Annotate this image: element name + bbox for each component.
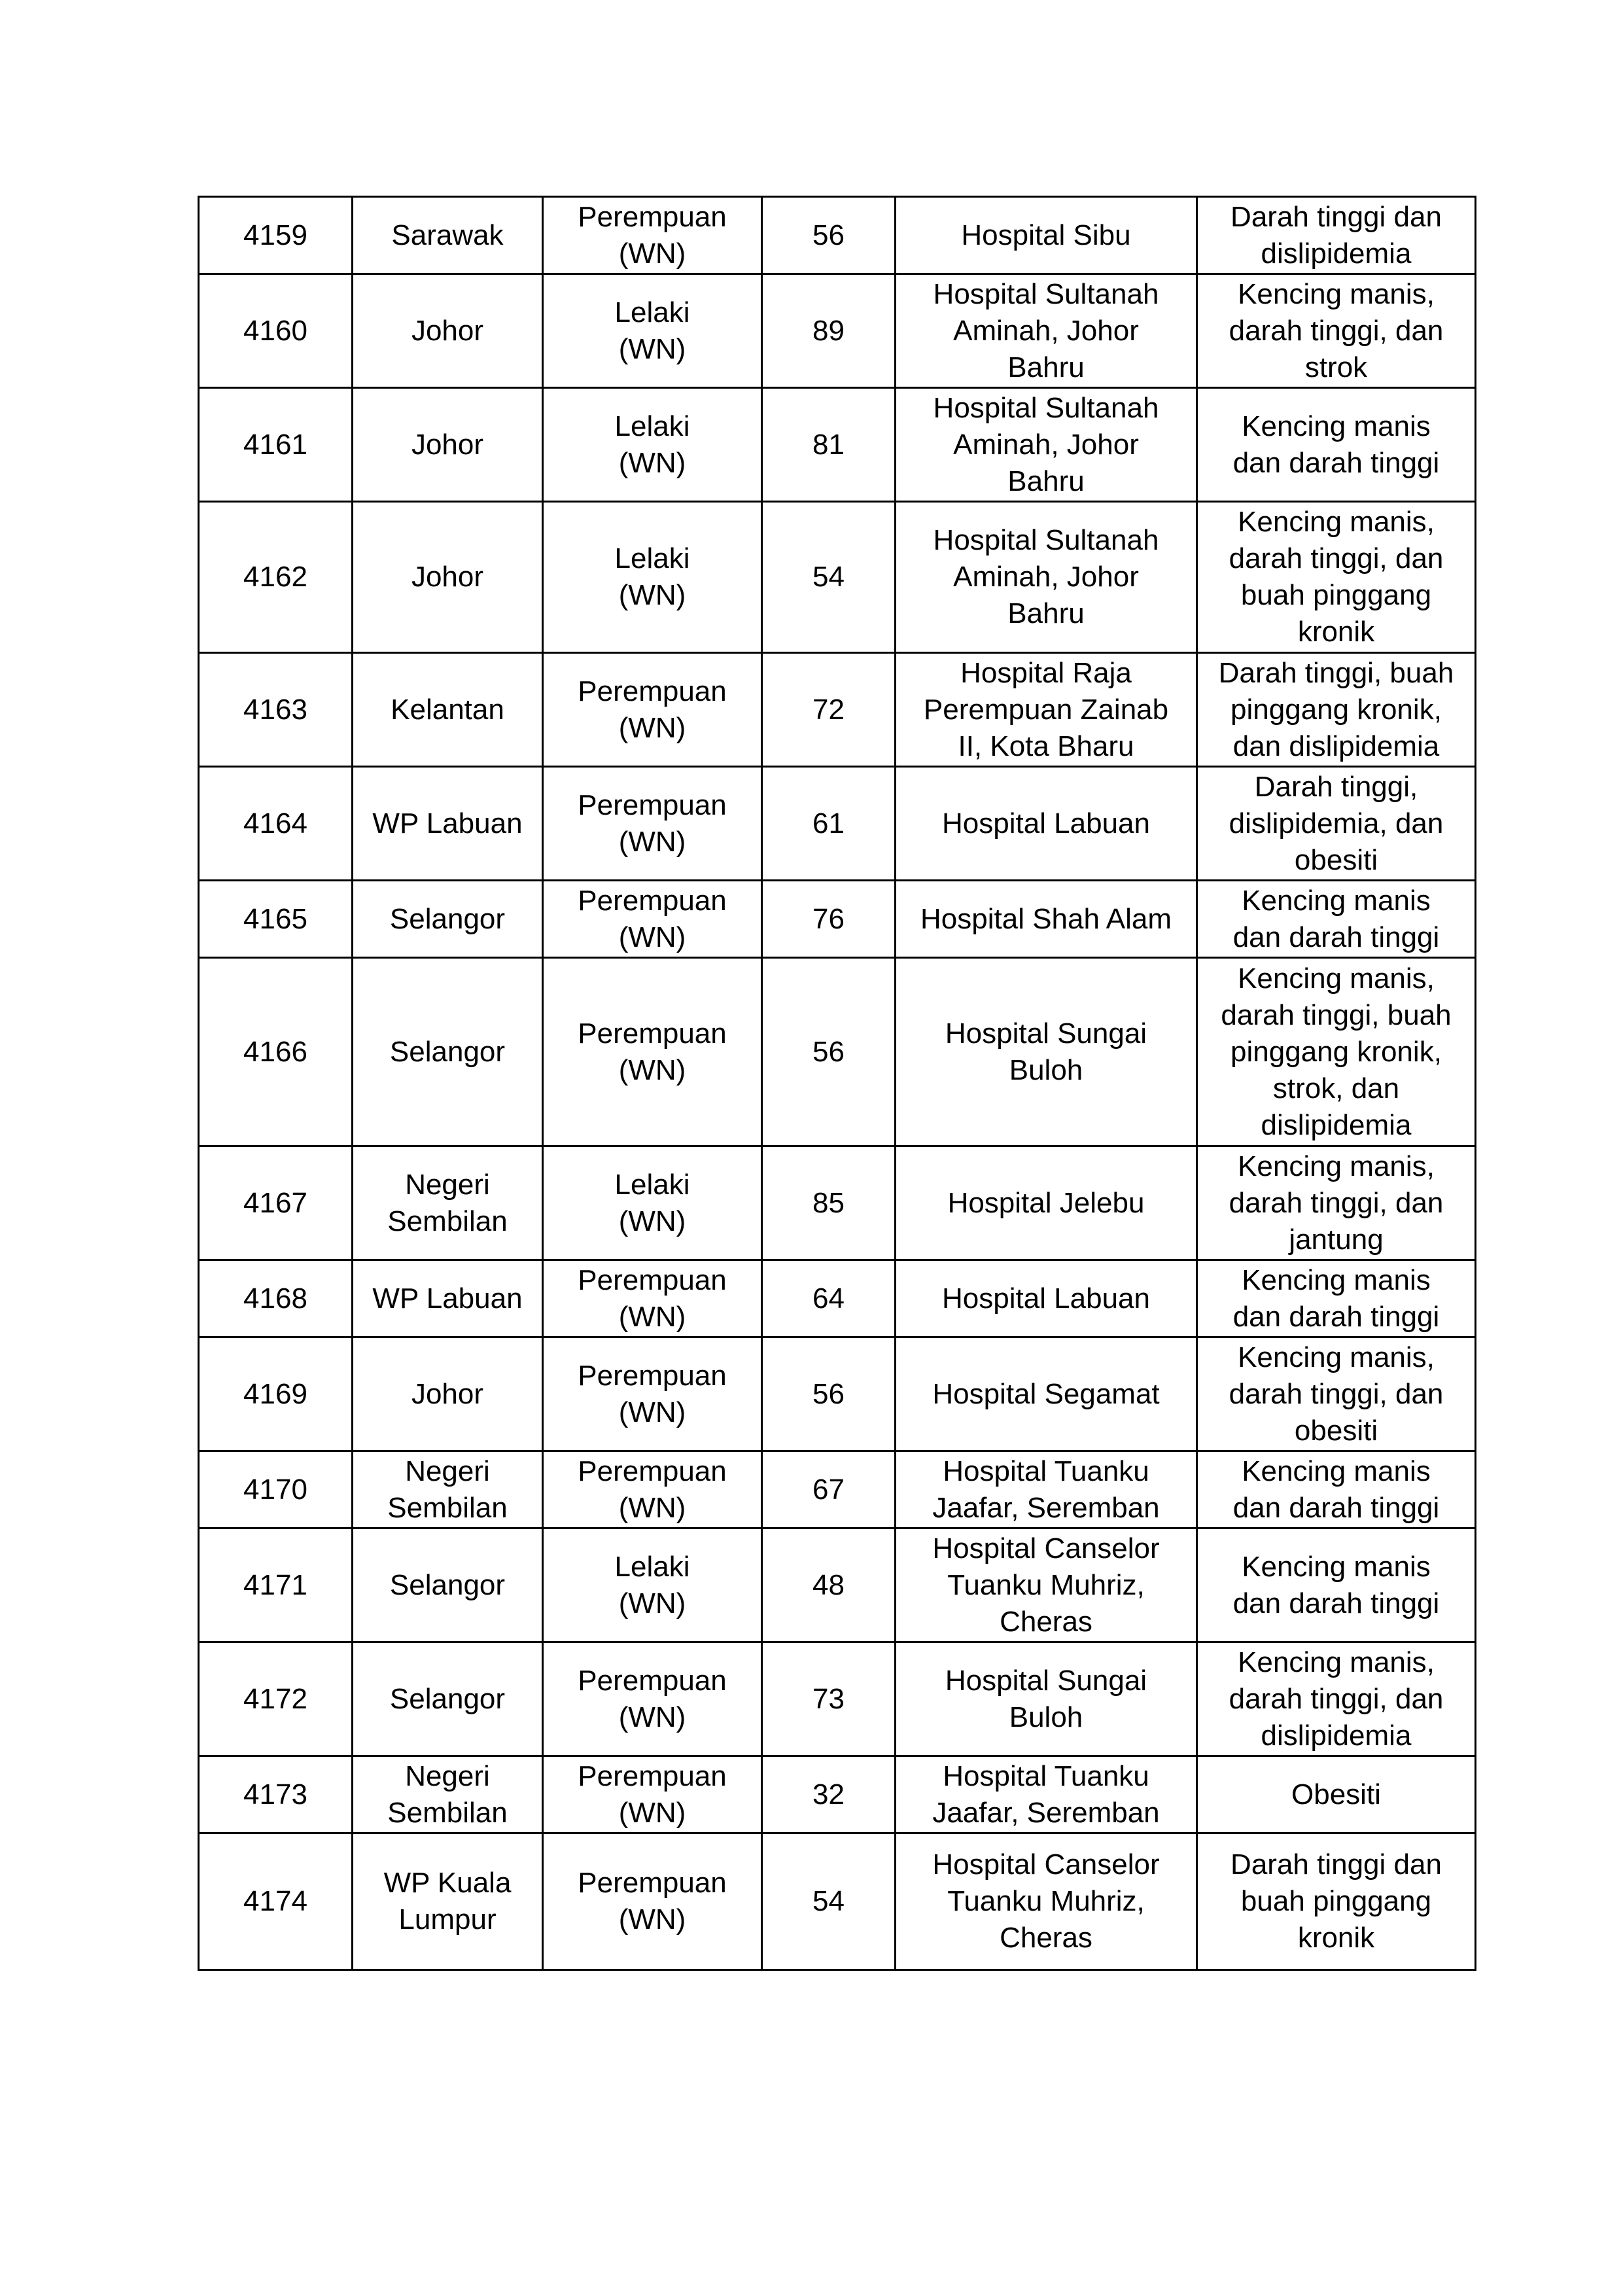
comorbidity-cell: Kencing manis, darah tinggi, buah pinggang kronik, strok, dan dislipidemia bbox=[1197, 958, 1476, 1146]
case-id-cell: 4159 bbox=[199, 197, 353, 274]
table-row bbox=[199, 1337, 1476, 1451]
case-id-cell: 4172 bbox=[199, 1642, 353, 1756]
age-cell: 85 bbox=[762, 1146, 896, 1260]
state-cell: Sarawak bbox=[353, 197, 543, 274]
gender-cell: Perempuan (WN) bbox=[543, 958, 762, 1146]
comorbidity-cell: Darah tinggi, dislipidemia, dan obesiti bbox=[1197, 767, 1476, 881]
age-cell: 81 bbox=[762, 388, 896, 502]
hospital-cell: Hospital Jelebu bbox=[896, 1146, 1197, 1260]
hospital-cell: Hospital Shah Alam bbox=[896, 881, 1197, 958]
comorbidity-cell: Darah tinggi dan dislipidemia bbox=[1197, 197, 1476, 274]
comorbidity-cell: Kencing manis, darah tinggi, dan jantung bbox=[1197, 1146, 1476, 1260]
comorbidity-cell: Kencing manis dan darah tinggi bbox=[1197, 1260, 1476, 1337]
gender-cell: Perempuan (WN) bbox=[543, 1833, 762, 1970]
hospital-cell: Hospital Sultanah Aminah, Johor Bahru bbox=[896, 502, 1197, 653]
hospital-cell: Hospital Labuan bbox=[896, 767, 1197, 881]
table-row bbox=[199, 388, 1476, 502]
hospital-cell: Hospital Sultanah Aminah, Johor Bahru bbox=[896, 274, 1197, 388]
state-cell: Selangor bbox=[353, 881, 543, 958]
case-id-cell: 4173 bbox=[199, 1756, 353, 1833]
gender-cell: Perempuan (WN) bbox=[543, 653, 762, 767]
hospital-cell: Hospital Segamat bbox=[896, 1337, 1197, 1451]
case-id-cell: 4162 bbox=[199, 502, 353, 653]
comorbidity-cell: Darah tinggi dan buah pinggang kronik bbox=[1197, 1833, 1476, 1970]
hospital-cell: Hospital Labuan bbox=[896, 1260, 1197, 1337]
hospital-cell: Hospital Sungai Buloh bbox=[896, 1642, 1197, 1756]
state-cell: Selangor bbox=[353, 1528, 543, 1642]
age-cell: 54 bbox=[762, 1833, 896, 1970]
state-cell: Johor bbox=[353, 274, 543, 388]
case-id-cell: 4171 bbox=[199, 1528, 353, 1642]
table-row bbox=[199, 1146, 1476, 1260]
age-cell: 54 bbox=[762, 502, 896, 653]
case-id-cell: 4167 bbox=[199, 1146, 353, 1260]
gender-cell: Lelaki (WN) bbox=[543, 274, 762, 388]
comorbidity-cell: Kencing manis, darah tinggi, dan obesiti bbox=[1197, 1337, 1476, 1451]
table-row bbox=[199, 197, 1476, 274]
comorbidity-cell: Kencing manis dan darah tinggi bbox=[1197, 1528, 1476, 1642]
comorbidity-cell: Kencing manis, darah tinggi, dan buah pinggang kronik bbox=[1197, 502, 1476, 653]
state-cell: Johor bbox=[353, 502, 543, 653]
age-cell: 48 bbox=[762, 1528, 896, 1642]
case-id-cell: 4169 bbox=[199, 1337, 353, 1451]
table-row bbox=[199, 1833, 1476, 1970]
table-row bbox=[199, 1756, 1476, 1833]
gender-cell: Perempuan (WN) bbox=[543, 197, 762, 274]
case-id-cell: 4160 bbox=[199, 274, 353, 388]
table-row bbox=[199, 881, 1476, 958]
state-cell: WP Labuan bbox=[353, 767, 543, 881]
age-cell: 32 bbox=[762, 1756, 896, 1833]
case-id-cell: 4170 bbox=[199, 1451, 353, 1528]
age-cell: 67 bbox=[762, 1451, 896, 1528]
comorbidity-cell: Kencing manis, darah tinggi, dan dislipidemia bbox=[1197, 1642, 1476, 1756]
comorbidity-cell: Kencing manis, darah tinggi, dan strok bbox=[1197, 274, 1476, 388]
hospital-cell: Hospital Sibu bbox=[896, 197, 1197, 274]
gender-cell: Perempuan (WN) bbox=[543, 1756, 762, 1833]
age-cell: 89 bbox=[762, 274, 896, 388]
gender-cell: Lelaki (WN) bbox=[543, 502, 762, 653]
age-cell: 72 bbox=[762, 653, 896, 767]
table-row bbox=[199, 1451, 1476, 1528]
comorbidity-cell: Obesiti bbox=[1197, 1756, 1476, 1833]
hospital-cell: Hospital Sungai Buloh bbox=[896, 958, 1197, 1146]
state-cell: Negeri Sembilan bbox=[353, 1756, 543, 1833]
age-cell: 56 bbox=[762, 197, 896, 274]
table-row bbox=[199, 1260, 1476, 1337]
gender-cell: Perempuan (WN) bbox=[543, 1642, 762, 1756]
gender-cell: Perempuan (WN) bbox=[543, 1451, 762, 1528]
gender-cell: Lelaki (WN) bbox=[543, 388, 762, 502]
comorbidity-cell: Kencing manis dan darah tinggi bbox=[1197, 881, 1476, 958]
hospital-cell: Hospital Raja Perempuan Zainab II, Kota Bharu bbox=[896, 653, 1197, 767]
case-id-cell: 4174 bbox=[199, 1833, 353, 1970]
state-cell: Selangor bbox=[353, 958, 543, 1146]
case-id-cell: 4161 bbox=[199, 388, 353, 502]
case-id-cell: 4164 bbox=[199, 767, 353, 881]
state-cell: Selangor bbox=[353, 1642, 543, 1756]
age-cell: 73 bbox=[762, 1642, 896, 1756]
comorbidity-cell: Kencing manis dan darah tinggi bbox=[1197, 388, 1476, 502]
state-cell: Negeri Sembilan bbox=[353, 1451, 543, 1528]
hospital-cell: Hospital Tuanku Jaafar, Seremban bbox=[896, 1451, 1197, 1528]
table-row bbox=[199, 502, 1476, 653]
comorbidity-cell: Darah tinggi, buah pinggang kronik, dan dislipidemia bbox=[1197, 653, 1476, 767]
gender-cell: Lelaki (WN) bbox=[543, 1146, 762, 1260]
state-cell: WP Kuala Lumpur bbox=[353, 1833, 543, 1970]
gender-cell: Perempuan (WN) bbox=[543, 881, 762, 958]
age-cell: 61 bbox=[762, 767, 896, 881]
hospital-cell: Hospital Sultanah Aminah, Johor Bahru bbox=[896, 388, 1197, 502]
hospital-cell: Hospital Canselor Tuanku Muhriz, Cheras bbox=[896, 1528, 1197, 1642]
table-row bbox=[199, 653, 1476, 767]
state-cell: WP Labuan bbox=[353, 1260, 543, 1337]
state-cell: Kelantan bbox=[353, 653, 543, 767]
gender-cell: Perempuan (WN) bbox=[543, 1337, 762, 1451]
table-row bbox=[199, 958, 1476, 1146]
table-row bbox=[199, 767, 1476, 881]
hospital-cell: Hospital Tuanku Jaafar, Seremban bbox=[896, 1756, 1197, 1833]
comorbidity-cell: Kencing manis dan darah tinggi bbox=[1197, 1451, 1476, 1528]
hospital-cell: Hospital Canselor Tuanku Muhriz, Cheras bbox=[896, 1833, 1197, 1970]
age-cell: 76 bbox=[762, 881, 896, 958]
table-row bbox=[199, 274, 1476, 388]
case-id-cell: 4165 bbox=[199, 881, 353, 958]
state-cell: Johor bbox=[353, 388, 543, 502]
age-cell: 64 bbox=[762, 1260, 896, 1337]
table-row bbox=[199, 1528, 1476, 1642]
state-cell: Johor bbox=[353, 1337, 543, 1451]
age-cell: 56 bbox=[762, 958, 896, 1146]
table-row bbox=[199, 1642, 1476, 1756]
gender-cell: Perempuan (WN) bbox=[543, 1260, 762, 1337]
age-cell: 56 bbox=[762, 1337, 896, 1451]
case-id-cell: 4163 bbox=[199, 653, 353, 767]
gender-cell: Lelaki (WN) bbox=[543, 1528, 762, 1642]
gender-cell: Perempuan (WN) bbox=[543, 767, 762, 881]
state-cell: Negeri Sembilan bbox=[353, 1146, 543, 1260]
death-cases-table bbox=[198, 196, 1476, 1971]
case-id-cell: 4166 bbox=[199, 958, 353, 1146]
case-id-cell: 4168 bbox=[199, 1260, 353, 1337]
